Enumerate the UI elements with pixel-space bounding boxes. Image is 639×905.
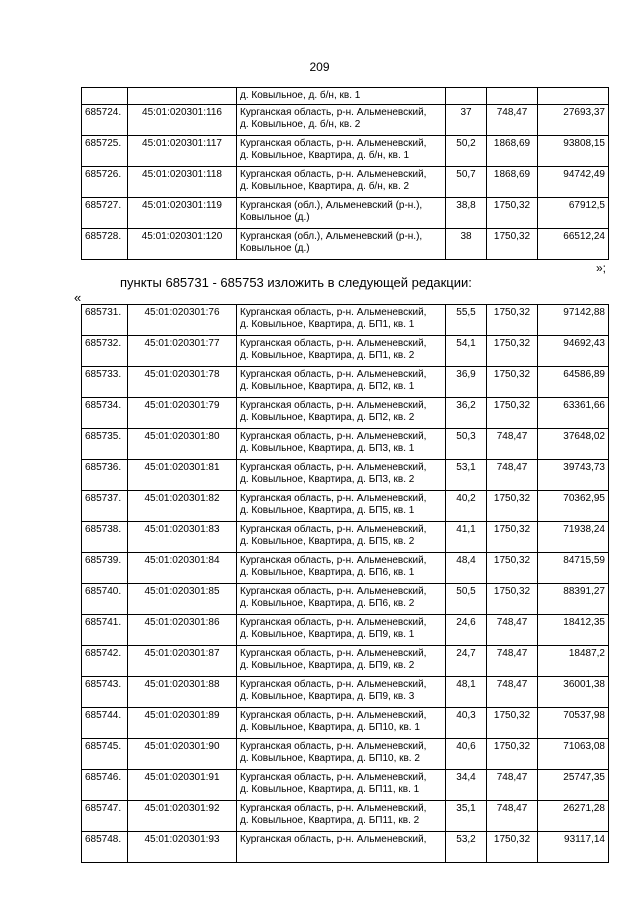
cadastral-number-cell: 45:01:020301:78 bbox=[128, 367, 237, 398]
address-line: Курганская область, р-н. Альменевский, bbox=[240, 648, 427, 659]
cadastral-number-cell: 45:01:020301:117 bbox=[128, 136, 237, 167]
cadastral-number-cell: 45:01:020301:80 bbox=[128, 429, 237, 460]
opening-quote-mark: « bbox=[74, 290, 82, 305]
cadastral-number-cell: 45:01:020301:119 bbox=[128, 198, 237, 229]
cadastral-number-cell: 45:01:020301:118 bbox=[128, 167, 237, 198]
table-row bbox=[82, 584, 609, 615]
rate-cell: 1750,32 bbox=[487, 229, 538, 260]
closing-quote-mark: »; bbox=[596, 261, 607, 275]
address-line: д. Ковыльное, Квартира, д. БП5, кв. 2 bbox=[240, 536, 415, 547]
row-number-cell: 685742. bbox=[82, 646, 128, 677]
address-cell bbox=[237, 708, 446, 739]
cadastral-value-cell: 66512,24 bbox=[538, 229, 609, 260]
address-line: Курганская область, р-н. Альменевский, bbox=[240, 462, 427, 473]
address-line: Курганская область, р-н. Альменевский, bbox=[240, 710, 427, 721]
rate-cell: 1750,32 bbox=[487, 584, 538, 615]
area-cell bbox=[446, 88, 487, 105]
table-row bbox=[82, 522, 609, 553]
area-cell: 50,7 bbox=[446, 167, 487, 198]
cadastral-number-cell: 45:01:020301:84 bbox=[128, 553, 237, 584]
address-cell bbox=[237, 801, 446, 832]
row-number-cell: 685734. bbox=[82, 398, 128, 429]
row-number-cell: 685737. bbox=[82, 491, 128, 522]
address-cell bbox=[237, 429, 446, 460]
address-line: д. Ковыльное, д. б/н, кв. 2 bbox=[240, 119, 361, 130]
table-row bbox=[82, 88, 609, 105]
row-number-cell bbox=[82, 88, 128, 105]
address-cell bbox=[237, 832, 446, 863]
area-cell: 48,4 bbox=[446, 553, 487, 584]
cadastral-value-cell: 93808,15 bbox=[538, 136, 609, 167]
cadastral-value-cell: 70362,95 bbox=[538, 491, 609, 522]
cadastral-number-cell: 45:01:020301:86 bbox=[128, 615, 237, 646]
table-row bbox=[82, 739, 609, 770]
cadastral-number-cell: 45:01:020301:81 bbox=[128, 460, 237, 491]
table-row bbox=[82, 770, 609, 801]
cadastral-value-cell: 27693,37 bbox=[538, 105, 609, 136]
area-cell: 36,9 bbox=[446, 367, 487, 398]
cadastral-number-cell: 45:01:020301:83 bbox=[128, 522, 237, 553]
area-cell: 54,1 bbox=[446, 336, 487, 367]
rate-cell: 748,47 bbox=[487, 615, 538, 646]
cadastral-number-cell: 45:01:020301:92 bbox=[128, 801, 237, 832]
address-line: д. Ковыльное, Квартира, д. БП1, кв. 1 bbox=[240, 319, 415, 330]
address-line: Курганская область, р-н. Альменевский, bbox=[240, 741, 427, 752]
table-row bbox=[82, 553, 609, 584]
cadastral-number-cell: 45:01:020301:116 bbox=[128, 105, 237, 136]
address-line: д. Ковыльное, Квартира, д. БП11, кв. 1 bbox=[240, 784, 420, 795]
cadastral-number-cell bbox=[128, 88, 237, 105]
address-line: Курганская (обл.), Альменевский (р-н.), bbox=[240, 231, 423, 242]
address-line: д. Ковыльное, Квартира, д. БП2, кв. 2 bbox=[240, 412, 415, 423]
address-cell bbox=[237, 615, 446, 646]
cadastral-value-cell: 88391,27 bbox=[538, 584, 609, 615]
rate-cell bbox=[487, 88, 538, 105]
area-cell: 53,2 bbox=[446, 832, 487, 863]
rate-cell: 1750,32 bbox=[487, 336, 538, 367]
address-line: д. Ковыльное, Квартира, д. б/н, кв. 2 bbox=[240, 181, 410, 192]
rate-cell: 1750,32 bbox=[487, 739, 538, 770]
row-number-cell: 685725. bbox=[82, 136, 128, 167]
cadastral-number-cell: 45:01:020301:77 bbox=[128, 336, 237, 367]
row-number-cell: 685745. bbox=[82, 739, 128, 770]
row-number-cell: 685744. bbox=[82, 708, 128, 739]
area-cell: 50,3 bbox=[446, 429, 487, 460]
address-line: Курганская область, р-н. Альменевский, bbox=[240, 772, 427, 783]
cadastral-value-cell: 36001,38 bbox=[538, 677, 609, 708]
table-row bbox=[82, 105, 609, 136]
table-row bbox=[82, 832, 609, 863]
area-cell: 41,1 bbox=[446, 522, 487, 553]
address-line: д. Ковыльное, Квартира, д. БП9, кв. 2 bbox=[240, 660, 415, 671]
table-row bbox=[82, 708, 609, 739]
address-cell bbox=[237, 770, 446, 801]
area-cell: 24,7 bbox=[446, 646, 487, 677]
area-cell: 40,6 bbox=[446, 739, 487, 770]
cadastral-value-cell bbox=[538, 88, 609, 105]
address-cell bbox=[237, 522, 446, 553]
cadastral-value-cell: 25747,35 bbox=[538, 770, 609, 801]
address-cell bbox=[237, 88, 446, 105]
cadastral-number-cell: 45:01:020301:93 bbox=[128, 832, 237, 863]
address-line: Курганская область, р-н. Альменевский, bbox=[240, 493, 427, 504]
cadastral-value-cell: 84715,59 bbox=[538, 553, 609, 584]
row-number-cell: 685741. bbox=[82, 615, 128, 646]
rate-cell: 748,47 bbox=[487, 677, 538, 708]
address-line: д. Ковыльное, Квартира, д. БП6, кв. 1 bbox=[240, 567, 415, 578]
row-number-cell: 685738. bbox=[82, 522, 128, 553]
rate-cell: 748,47 bbox=[487, 801, 538, 832]
address-cell bbox=[237, 460, 446, 491]
row-number-cell: 685747. bbox=[82, 801, 128, 832]
address-line: д. Ковыльное, Квартира, д. б/н, кв. 1 bbox=[240, 150, 410, 161]
address-line: Курганская область, р-н. Альменевский, bbox=[240, 138, 427, 149]
address-line: д. Ковыльное, Квартира, д. БП9, кв. 3 bbox=[240, 691, 415, 702]
address-cell bbox=[237, 646, 446, 677]
address-line: д. Ковыльное, Квартира, д. БП11, кв. 2 bbox=[240, 815, 420, 826]
row-number-cell: 685736. bbox=[82, 460, 128, 491]
area-cell: 38,8 bbox=[446, 198, 487, 229]
amendment-instruction: пункты 685731 - 685753 изложить в следующей редакции: bbox=[120, 275, 472, 290]
cadastral-number-cell: 45:01:020301:90 bbox=[128, 739, 237, 770]
area-cell: 50,5 bbox=[446, 584, 487, 615]
row-number-cell: 685726. bbox=[82, 167, 128, 198]
row-number-cell: 685724. bbox=[82, 105, 128, 136]
address-line: Курганская область, р-н. Альменевский, bbox=[240, 307, 427, 318]
cadastral-value-cell: 93117,14 bbox=[538, 832, 609, 863]
row-number-cell: 685727. bbox=[82, 198, 128, 229]
address-line: д. Ковыльное, Квартира, д. БП1, кв. 2 bbox=[240, 350, 415, 361]
address-line: Курганская область, р-н. Альменевский, bbox=[240, 617, 427, 628]
address-line: Курганская область, р-н. Альменевский, bbox=[240, 834, 427, 845]
rate-cell: 1750,32 bbox=[487, 553, 538, 584]
cadastral-value-cell: 18487,2 bbox=[538, 646, 609, 677]
rate-cell: 1750,32 bbox=[487, 367, 538, 398]
cadastral-number-cell: 45:01:020301:82 bbox=[128, 491, 237, 522]
row-number-cell: 685735. bbox=[82, 429, 128, 460]
rate-cell: 748,47 bbox=[487, 429, 538, 460]
table-row bbox=[82, 167, 609, 198]
address-cell bbox=[237, 553, 446, 584]
address-line: д. Ковыльное, Квартира, д. БП9, кв. 1 bbox=[240, 629, 415, 640]
rate-cell: 1750,32 bbox=[487, 305, 538, 336]
table-row bbox=[82, 429, 609, 460]
table-row bbox=[82, 229, 609, 260]
area-cell: 48,1 bbox=[446, 677, 487, 708]
area-cell: 35,1 bbox=[446, 801, 487, 832]
table-row bbox=[82, 198, 609, 229]
address-line: Курганская область, р-н. Альменевский, bbox=[240, 679, 427, 690]
address-line: Курганская область, р-н. Альменевский, bbox=[240, 338, 427, 349]
area-cell: 24,6 bbox=[446, 615, 487, 646]
address-line: Курганская область, р-н. Альменевский, bbox=[240, 524, 427, 535]
table-row bbox=[82, 615, 609, 646]
address-line: д. Ковыльное, д. б/н, кв. 1 bbox=[240, 90, 361, 101]
page-number: 209 bbox=[309, 60, 330, 74]
area-cell: 55,5 bbox=[446, 305, 487, 336]
table-row bbox=[82, 367, 609, 398]
address-cell bbox=[237, 367, 446, 398]
row-number-cell: 685746. bbox=[82, 770, 128, 801]
area-cell: 40,2 bbox=[446, 491, 487, 522]
cadastral-value-cell: 37648,02 bbox=[538, 429, 609, 460]
row-number-cell: 685732. bbox=[82, 336, 128, 367]
address-cell bbox=[237, 136, 446, 167]
cadastral-value-cell: 63361,66 bbox=[538, 398, 609, 429]
address-line: Курганская область, р-н. Альменевский, bbox=[240, 400, 427, 411]
land-registry-table-new bbox=[81, 304, 609, 863]
address-line: д. Ковыльное, Квартира, д. БП6, кв. 2 bbox=[240, 598, 415, 609]
area-cell: 38 bbox=[446, 229, 487, 260]
address-cell bbox=[237, 584, 446, 615]
table-row bbox=[82, 398, 609, 429]
rate-cell: 1750,32 bbox=[487, 491, 538, 522]
address-cell bbox=[237, 305, 446, 336]
address-line: Курганская (обл.), Альменевский (р-н.), bbox=[240, 200, 423, 211]
rate-cell: 1750,32 bbox=[487, 708, 538, 739]
table-row bbox=[82, 136, 609, 167]
address-line: Курганская область, р-н. Альменевский, bbox=[240, 369, 427, 380]
area-cell: 40,3 bbox=[446, 708, 487, 739]
cadastral-number-cell: 45:01:020301:79 bbox=[128, 398, 237, 429]
table-row bbox=[82, 336, 609, 367]
address-line: Ковыльное (д.) bbox=[240, 212, 310, 223]
rate-cell: 748,47 bbox=[487, 460, 538, 491]
rate-cell: 1750,32 bbox=[487, 832, 538, 863]
cadastral-value-cell: 26271,28 bbox=[538, 801, 609, 832]
address-line: Курганская область, р-н. Альменевский, bbox=[240, 803, 427, 814]
address-cell bbox=[237, 167, 446, 198]
area-cell: 37 bbox=[446, 105, 487, 136]
table-row bbox=[82, 677, 609, 708]
address-line: Курганская область, р-н. Альменевский, bbox=[240, 431, 427, 442]
cadastral-number-cell: 45:01:020301:87 bbox=[128, 646, 237, 677]
address-cell bbox=[237, 229, 446, 260]
address-line: Курганская область, р-н. Альменевский, bbox=[240, 107, 427, 118]
cadastral-value-cell: 71063,08 bbox=[538, 739, 609, 770]
rate-cell: 1868,69 bbox=[487, 167, 538, 198]
cadastral-number-cell: 45:01:020301:91 bbox=[128, 770, 237, 801]
address-cell bbox=[237, 105, 446, 136]
cadastral-number-cell: 45:01:020301:89 bbox=[128, 708, 237, 739]
cadastral-number-cell: 45:01:020301:120 bbox=[128, 229, 237, 260]
row-number-cell: 685743. bbox=[82, 677, 128, 708]
rate-cell: 1750,32 bbox=[487, 522, 538, 553]
cadastral-value-cell: 67912,5 bbox=[538, 198, 609, 229]
address-cell bbox=[237, 398, 446, 429]
area-cell: 50,2 bbox=[446, 136, 487, 167]
row-number-cell: 685731. bbox=[82, 305, 128, 336]
address-line: Ковыльное (д.) bbox=[240, 243, 310, 254]
cadastral-value-cell: 71938,24 bbox=[538, 522, 609, 553]
rate-cell: 748,47 bbox=[487, 105, 538, 136]
address-cell bbox=[237, 739, 446, 770]
table-row bbox=[82, 801, 609, 832]
rate-cell: 1750,32 bbox=[487, 198, 538, 229]
rate-cell: 748,47 bbox=[487, 770, 538, 801]
address-line: д. Ковыльное, Квартира, д. БП10, кв. 1 bbox=[240, 722, 420, 733]
cadastral-value-cell: 94692,43 bbox=[538, 336, 609, 367]
address-cell bbox=[237, 198, 446, 229]
row-number-cell: 685739. bbox=[82, 553, 128, 584]
row-number-cell: 685733. bbox=[82, 367, 128, 398]
table-row bbox=[82, 491, 609, 522]
area-cell: 34,4 bbox=[446, 770, 487, 801]
area-cell: 53,1 bbox=[446, 460, 487, 491]
cadastral-value-cell: 97142,88 bbox=[538, 305, 609, 336]
area-cell: 36,2 bbox=[446, 398, 487, 429]
cadastral-number-cell: 45:01:020301:85 bbox=[128, 584, 237, 615]
row-number-cell: 685748. bbox=[82, 832, 128, 863]
address-line: д. Ковыльное, Квартира, д. БП10, кв. 2 bbox=[240, 753, 420, 764]
address-line: д. Ковыльное, Квартира, д. БП2, кв. 1 bbox=[240, 381, 415, 392]
table-row bbox=[82, 305, 609, 336]
row-number-cell: 685728. bbox=[82, 229, 128, 260]
cadastral-number-cell: 45:01:020301:76 bbox=[128, 305, 237, 336]
rate-cell: 1750,32 bbox=[487, 398, 538, 429]
cadastral-number-cell: 45:01:020301:88 bbox=[128, 677, 237, 708]
cadastral-value-cell: 18412,35 bbox=[538, 615, 609, 646]
address-line: Курганская область, р-н. Альменевский, bbox=[240, 586, 427, 597]
rate-cell: 748,47 bbox=[487, 646, 538, 677]
table-row bbox=[82, 460, 609, 491]
address-line: Курганская область, р-н. Альменевский, bbox=[240, 169, 427, 180]
cadastral-value-cell: 64586,89 bbox=[538, 367, 609, 398]
table-row bbox=[82, 646, 609, 677]
address-cell bbox=[237, 491, 446, 522]
cadastral-value-cell: 70537,98 bbox=[538, 708, 609, 739]
cadastral-value-cell: 94742,49 bbox=[538, 167, 609, 198]
address-cell bbox=[237, 677, 446, 708]
land-registry-table-continued bbox=[81, 87, 609, 260]
row-number-cell: 685740. bbox=[82, 584, 128, 615]
address-line: д. Ковыльное, Квартира, д. БП3, кв. 2 bbox=[240, 474, 415, 485]
address-line: д. Ковыльное, Квартира, д. БП3, кв. 1 bbox=[240, 443, 415, 454]
address-line: д. Ковыльное, Квартира, д. БП5, кв. 1 bbox=[240, 505, 415, 516]
address-cell bbox=[237, 336, 446, 367]
address-line: Курганская область, р-н. Альменевский, bbox=[240, 555, 427, 566]
rate-cell: 1868,69 bbox=[487, 136, 538, 167]
cadastral-value-cell: 39743,73 bbox=[538, 460, 609, 491]
